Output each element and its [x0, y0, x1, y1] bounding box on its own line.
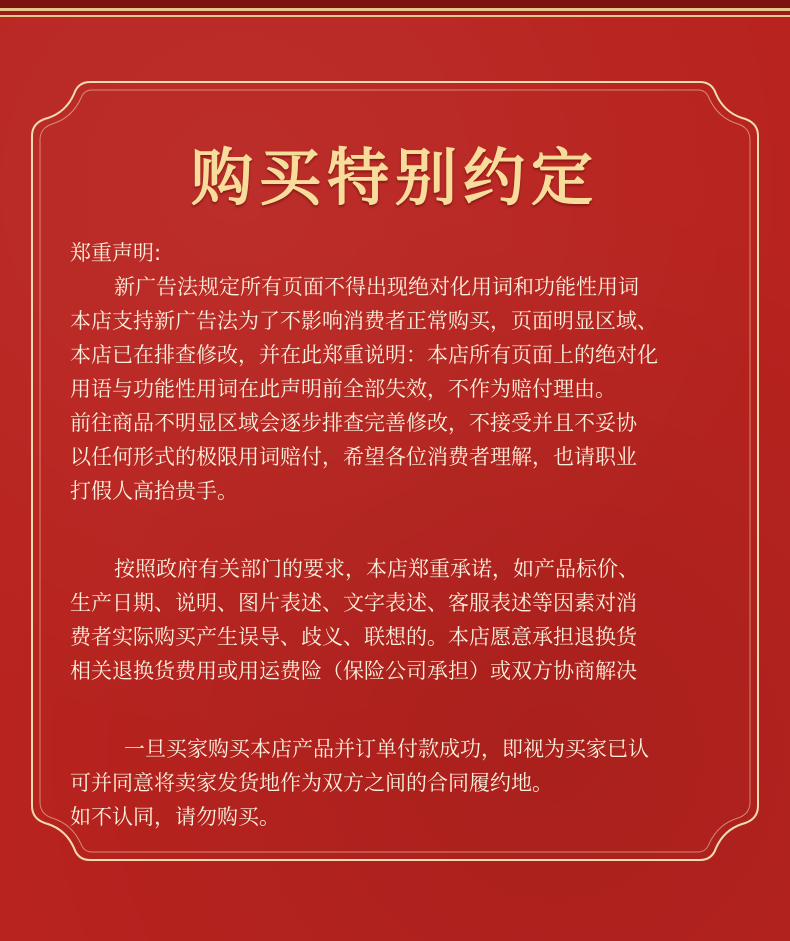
statement-line: 打假人高抬贵手。	[70, 479, 238, 503]
agreement-line: 可并同意将卖家发货地作为双方之间的合同履约地。	[70, 771, 553, 795]
statement-line: 前往商品不明显区域会逐步排查完善修改，不接受并且不妥协	[70, 411, 637, 435]
statement-line: 新广告法规定所有页面不得出现绝对化用词和功能性用词	[114, 275, 639, 299]
agreement-line: 一旦买家购买本店产品并订单付款成功，即视为买家已认	[124, 737, 649, 761]
statement-line: 本店支持新广告法为了不影响消费者正常购买，页面明显区域、	[70, 309, 658, 333]
commitment-line: 按照政府有关部门的要求，本店郑重承诺，如产品标价、	[114, 557, 639, 581]
commitment-line: 生产日期、说明、图片表述、文字表述、客服表述等因素对消	[70, 591, 637, 615]
page-title: 购买特别约定	[190, 141, 599, 214]
commitment-line: 费者实际购买产生误导、歧义、联想的。本店愿意承担退换货	[70, 625, 637, 649]
statement-line: 以任何形式的极限用词赔付，希望各位消费者理解，也请职业	[70, 445, 637, 469]
agreement-content	[70, 236, 730, 834]
statement-line: 本店已在排查修改，并在此郑重说明：本店所有页面上的绝对化	[70, 343, 658, 367]
statement-heading: 郑重声明:	[70, 241, 162, 265]
agreement-line: 如不认同，请勿购买。	[70, 805, 280, 829]
paragraph-gap	[70, 688, 730, 732]
paragraph-gap	[70, 508, 730, 552]
commitment-line: 相关退换货费用或用运费险（保险公司承担）或双方协商解决	[70, 659, 637, 683]
statement-line: 用语与功能性用词在此声明前全部失效，不作为赔付理由。	[70, 377, 616, 401]
